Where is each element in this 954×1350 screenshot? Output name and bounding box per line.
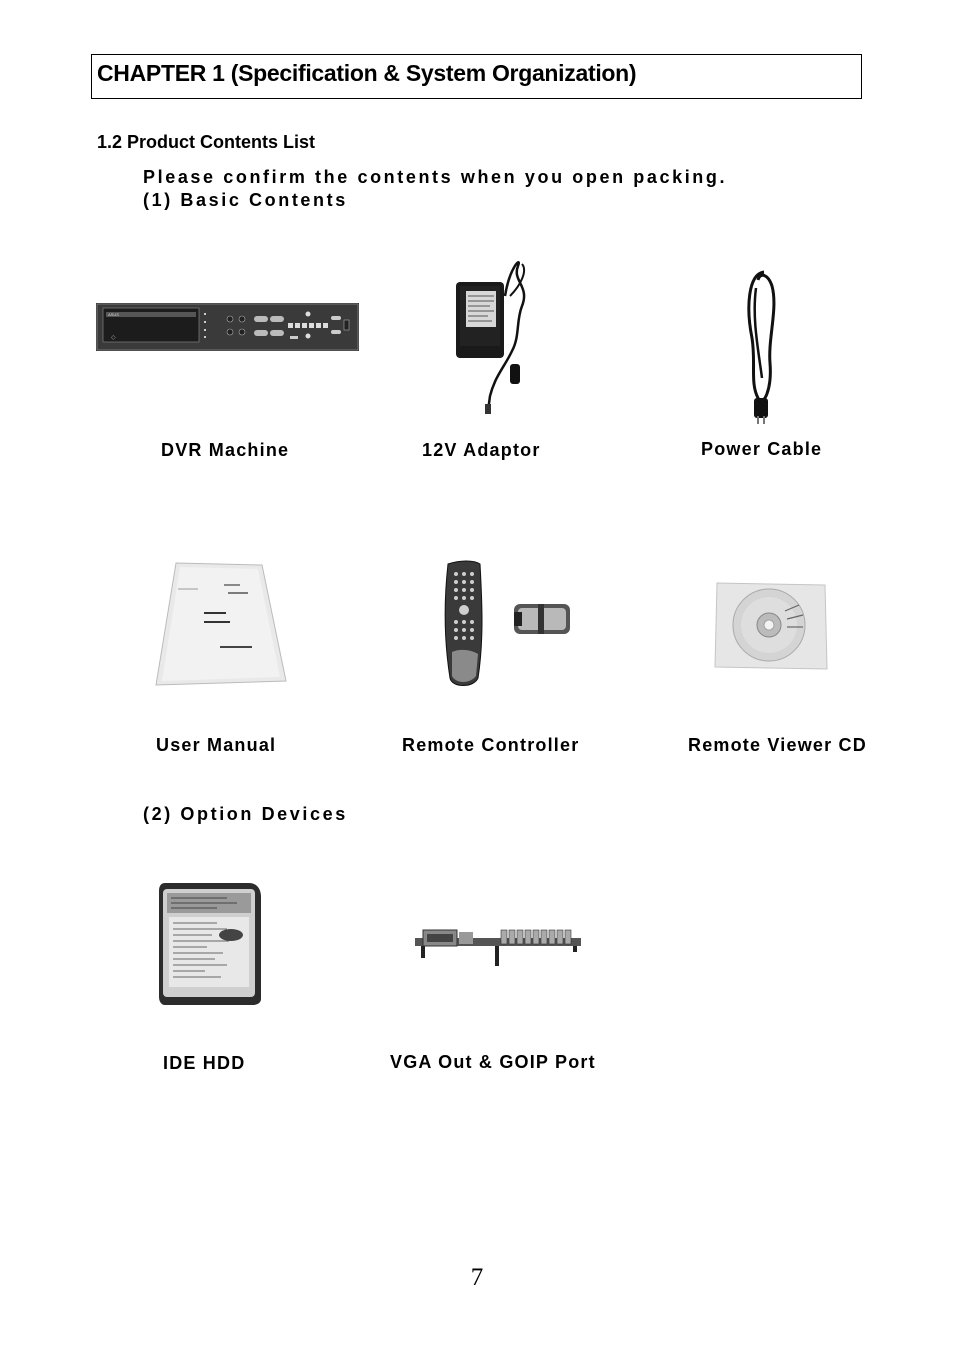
caption-vga-goip-port: VGA Out & GOIP Port bbox=[390, 1052, 596, 1072]
svg-text:ASUS: ASUS bbox=[108, 312, 119, 317]
remote-controller-image bbox=[440, 560, 576, 688]
section-title: 1.2 Product Contents List bbox=[97, 132, 316, 152]
intro-text: Please confirm the contents when you open packing. bbox=[143, 167, 728, 187]
caption-remote-controller: Remote Controller bbox=[402, 735, 580, 755]
caption-power-cable: Power Cable bbox=[701, 439, 823, 459]
caption-ide-hdd: IDE HDD bbox=[163, 1053, 246, 1073]
power-cable-image bbox=[738, 268, 786, 426]
caption-12v-adaptor: 12V Adaptor bbox=[422, 440, 541, 460]
page-number: 7 bbox=[470, 1264, 484, 1291]
adaptor-image bbox=[450, 256, 540, 418]
dvr-machine-image bbox=[96, 303, 359, 351]
basic-contents-heading: (1) Basic Contents bbox=[143, 190, 348, 210]
user-manual-image bbox=[154, 561, 288, 687]
chapter-title: CHAPTER 1 (Specification & System Organization) bbox=[97, 60, 637, 86]
caption-user-manual: User Manual bbox=[156, 735, 277, 755]
caption-dvr-machine: DVR Machine bbox=[161, 440, 290, 460]
vga-goip-board-image bbox=[413, 926, 583, 968]
svg-text:◇: ◇ bbox=[111, 335, 116, 341]
ide-hdd-image bbox=[157, 881, 263, 1007]
caption-remote-viewer-cd: Remote Viewer CD bbox=[688, 735, 867, 755]
option-devices-heading: (2) Option Devices bbox=[143, 804, 348, 824]
remote-viewer-cd-image bbox=[713, 581, 829, 671]
